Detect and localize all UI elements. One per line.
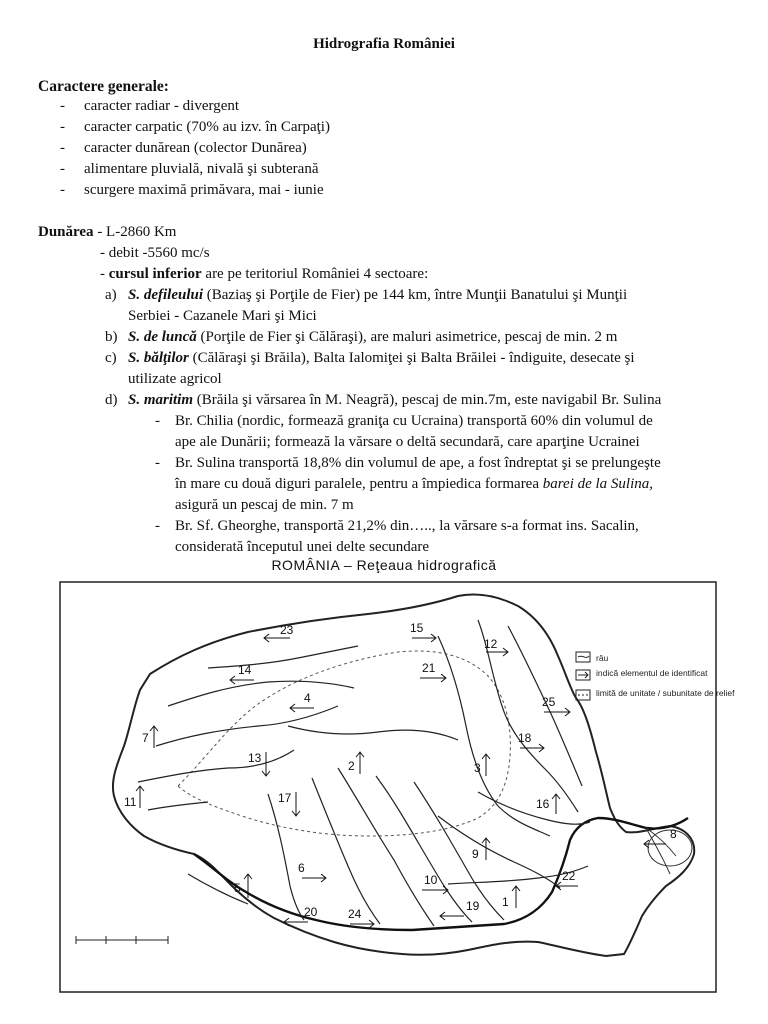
sector-name: S. maritim — [128, 392, 194, 408]
arrow-up-icon — [512, 886, 520, 908]
sector-letter: b) — [105, 329, 118, 345]
map-label: 17 — [278, 791, 292, 805]
map-label: 25 — [542, 695, 556, 709]
bullet-dash: - — [155, 455, 160, 471]
river — [168, 681, 354, 706]
general-item: alimentare pluvială, nivală şi subterană — [84, 161, 319, 177]
map-title: ROMÂNIA – Reţeaua hidrografică — [271, 557, 497, 573]
map-label: 8 — [670, 827, 677, 841]
arrow-up-icon — [150, 726, 158, 748]
map-label: 18 — [518, 731, 532, 745]
sector-b-line1 — [128, 329, 617, 346]
arrow-right-icon — [420, 674, 446, 682]
map-label: 11 — [124, 795, 137, 809]
river — [208, 646, 358, 668]
lower-rest: are pe teritoriul României 4 sectoare: — [201, 266, 429, 282]
branch-sulina-line3: asigură un pescaj de min. 7 m — [175, 497, 354, 513]
branch-sulina-line2 — [175, 476, 653, 493]
bullet-dash: - — [60, 98, 65, 114]
danube-river — [194, 818, 688, 930]
arrow-left-icon — [556, 882, 578, 890]
general-item: scurgere maximă primăvara, mai - iunie — [84, 182, 324, 198]
branch-text: în mare cu două diguri paralele, pentru a împiedica formarea — [175, 476, 543, 492]
map-label: 21 — [422, 661, 436, 675]
legend-arrow-label: indică elementul de identificat — [596, 668, 708, 678]
map-label: 2 — [348, 759, 355, 773]
map-label: 14 — [238, 663, 252, 677]
branch-chilia-line1: Br. Chilia (nordic, formează graniţa cu Ucraina) transportă 60% din volumul de — [175, 413, 653, 429]
danube-heading-line — [38, 224, 176, 241]
arrow-left-icon — [440, 912, 464, 920]
legend-limit-label: limită de unitate / subunitate de relief — [596, 688, 735, 698]
arrow-up-icon — [552, 794, 560, 814]
arrow-left-icon — [284, 918, 308, 926]
arrow-up-icon — [482, 754, 490, 776]
danube-lower-course — [100, 266, 428, 283]
legend-arrow-icon — [578, 672, 588, 678]
arrow-right-icon — [422, 886, 448, 894]
map-label: 22 — [562, 869, 576, 883]
country-border — [113, 594, 694, 956]
danube-flow: - debit -5560 mc/s — [100, 245, 210, 261]
sector-name: S. bălţilor — [128, 350, 189, 366]
map-label: 20 — [304, 905, 318, 919]
general-item: caracter radiar - divergent — [84, 98, 240, 114]
arrow-right-icon — [302, 874, 326, 882]
map-label: 9 — [472, 847, 479, 861]
river — [478, 792, 590, 824]
sector-c-line1 — [128, 350, 635, 367]
map-label: 3 — [474, 761, 481, 775]
arrow-left-icon — [290, 704, 314, 712]
map-label: 5 — [234, 881, 241, 895]
danube-length: - L-2860 Km — [93, 224, 177, 240]
sector-a-line2: Serbiei - Cazanele Mari şi Mici — [128, 308, 317, 324]
river — [438, 636, 550, 836]
branch-sulina-line1: Br. Sulina transportă 18,8% din volumul de ape, a fost îndreptat şi se prelungeşte — [175, 455, 661, 471]
legend-river-line — [578, 656, 589, 657]
map-label: 1 — [502, 895, 509, 909]
general-item: caracter carpatic (70% au izv. în Carpaţi) — [84, 119, 330, 135]
relief-limit — [178, 651, 510, 836]
map-label: 4 — [304, 691, 311, 705]
legend-river-label: râu — [596, 653, 609, 663]
page-title: Hidrografia României — [313, 36, 455, 52]
map-label: 7 — [142, 731, 149, 745]
map-label: 24 — [348, 907, 362, 921]
river — [338, 768, 434, 926]
arrow-left-icon — [230, 676, 254, 684]
sector-name: S. defileului — [128, 287, 204, 303]
map-label: 6 — [298, 861, 305, 875]
river — [288, 726, 458, 740]
river — [414, 782, 504, 920]
danube-delta — [646, 828, 692, 874]
sector-letter: a) — [105, 287, 117, 303]
river — [156, 706, 338, 746]
sector-name: S. de luncă — [128, 329, 197, 345]
map-legend — [576, 652, 735, 700]
river-network — [138, 620, 590, 926]
bullet-dash: - — [60, 140, 65, 156]
lower-bold: cursul inferior — [108, 266, 202, 282]
danube-name: Dunărea — [38, 224, 94, 240]
bullet-dash: - — [155, 413, 160, 429]
branch-text-end: , — [649, 476, 654, 492]
river — [148, 802, 208, 810]
branch-italic: barei de la Sulina — [542, 476, 650, 492]
sector-letter: d) — [105, 392, 118, 408]
delta-branch — [646, 828, 670, 874]
lower-prefix: - — [100, 266, 109, 282]
map-label: 23 — [280, 623, 294, 637]
map-svg — [58, 556, 735, 996]
sector-letter: c) — [105, 350, 117, 366]
river — [312, 778, 380, 924]
sector-a-line1 — [128, 287, 627, 304]
hydrographic-map — [58, 556, 735, 996]
river — [138, 750, 294, 782]
arrow-right-icon — [412, 634, 436, 642]
map-label: 10 — [424, 873, 438, 887]
arrow-down-icon — [292, 792, 300, 816]
map-label: 15 — [410, 621, 424, 635]
bullet-dash: - — [60, 182, 65, 198]
map-label: 16 — [536, 797, 550, 811]
sector-text: (Porţile de Fier şi Călăraşi), are maluri asimetrice, pescaj de min. 2 m — [196, 329, 618, 345]
map-labels — [124, 621, 677, 928]
map-label: 19 — [466, 899, 480, 913]
branch-sfgheorghe-line1: Br. Sf. Gheorghe, transportă 21,2% din….., la vărsare s-a format ins. Sacalin, — [175, 518, 639, 534]
map-label: 13 — [248, 751, 262, 765]
arrow-up-icon — [356, 752, 364, 774]
general-heading: Caractere generale: — [38, 78, 169, 95]
arrow-right-icon — [544, 708, 570, 716]
sector-d-line1 — [128, 392, 661, 409]
map-scale-bar — [76, 936, 168, 944]
sector-c-line2: utilizate agricol — [128, 371, 222, 387]
general-item: caracter dunărean (colector Dunărea) — [84, 140, 307, 156]
bullet-dash: - — [60, 119, 65, 135]
branch-sfgheorghe-line2: considerată începutul unei delte secundare — [175, 539, 430, 555]
bullet-dash: - — [60, 161, 65, 177]
arrow-up-icon — [136, 786, 144, 808]
branch-chilia-line2: ape ale Dunării; formează la vărsare o deltă secundară, care aparţine Ucrainei — [175, 434, 640, 450]
bullet-dash: - — [155, 518, 160, 534]
map-label: 12 — [484, 637, 498, 651]
sector-text: (Baziaş şi Porţile de Fier) pe 144 km, între Munţii Banatului şi Munţii — [203, 287, 628, 303]
sector-text: (Brăila şi vărsarea în M. Neagră), pescaj de min.7m, este navigabil Br. Sulina — [193, 392, 662, 408]
sector-text: (Călăraşi şi Brăila), Balta Ialomiţei şi Balta Brăilei - îndiguite, desecate şi — [188, 350, 635, 366]
